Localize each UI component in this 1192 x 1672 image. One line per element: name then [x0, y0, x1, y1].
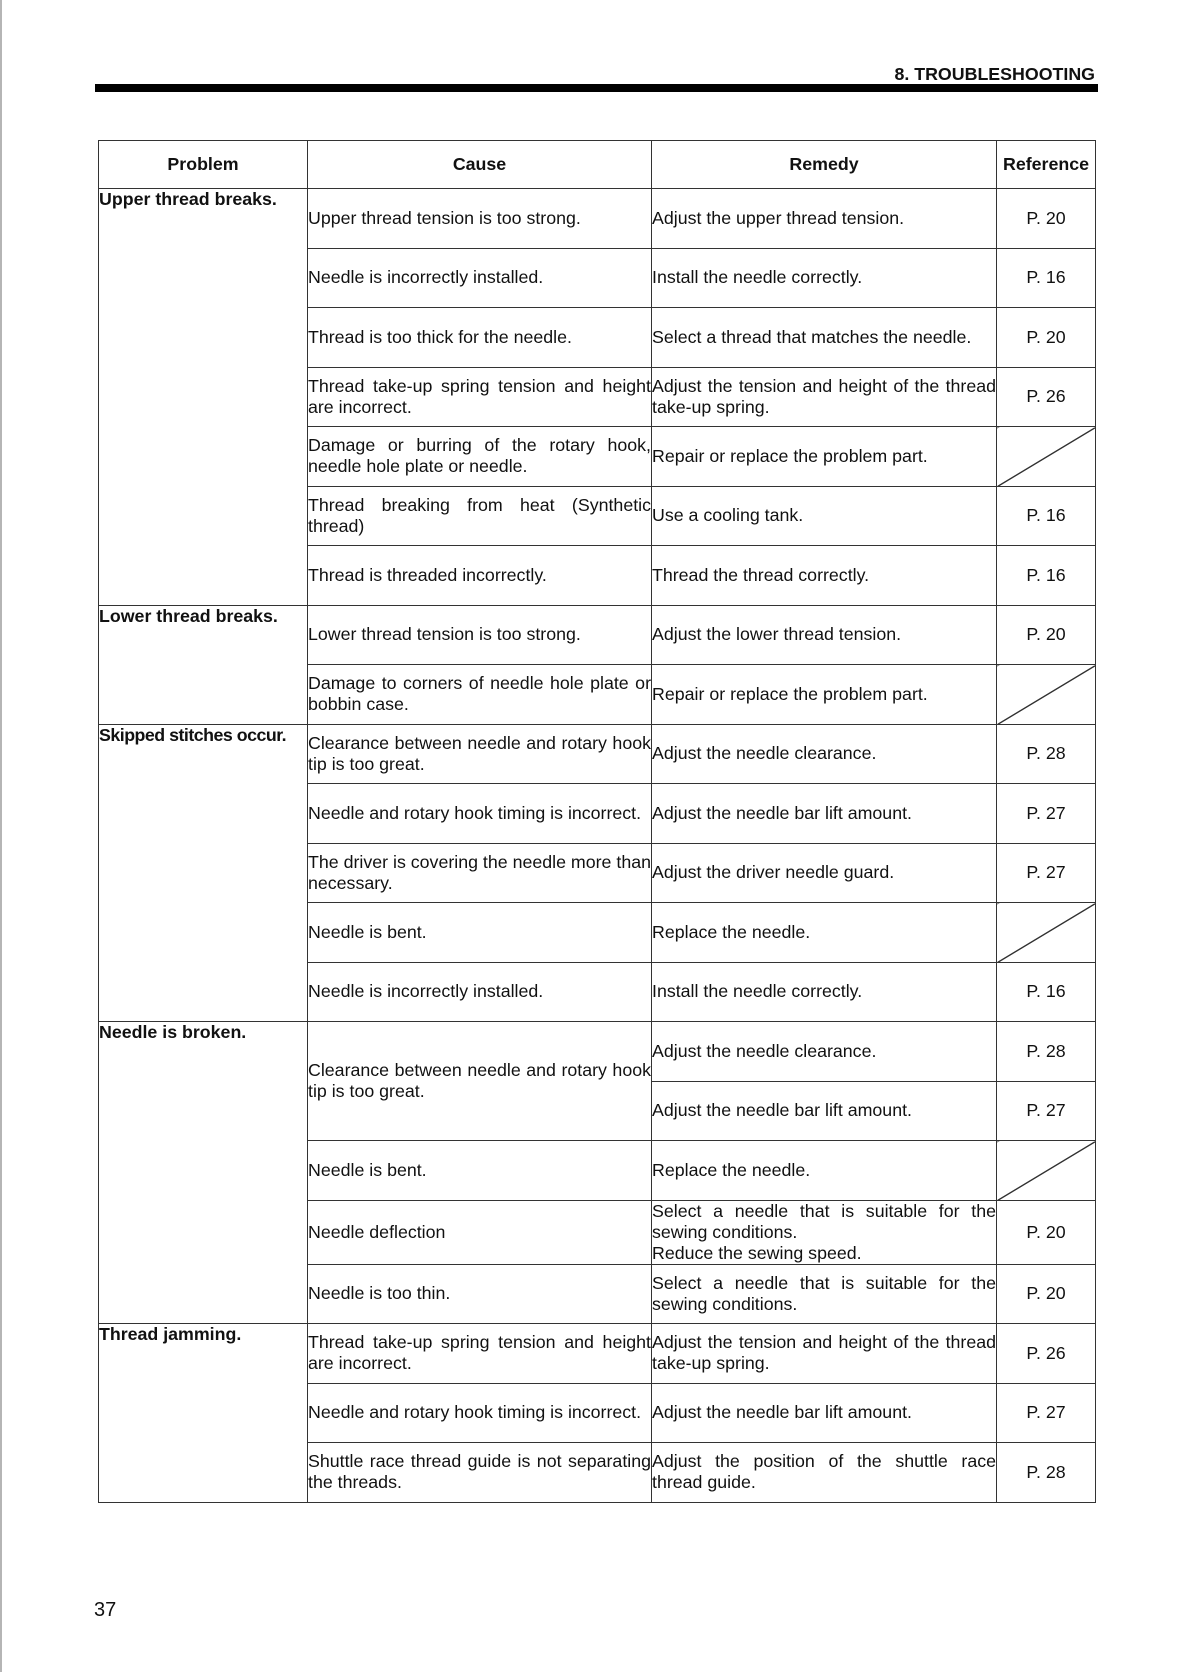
- cause-cell: Clearance between needle and rotary hook tip is too great.: [308, 1022, 652, 1141]
- reference-cell: P. 20: [997, 189, 1096, 249]
- cause-cell: Upper thread tension is too strong.: [308, 189, 652, 249]
- reference-cell: P. 27: [997, 1383, 1096, 1443]
- cause-cell: Needle is too thin.: [308, 1264, 652, 1324]
- table-row: [99, 1324, 1096, 1384]
- remedy-cell: Install the needle correctly.: [652, 962, 997, 1022]
- cause-cell: The driver is covering the needle more than necessary.: [308, 843, 652, 903]
- remedy-cell: Adjust the position of the shuttle race thread guide.: [652, 1443, 997, 1503]
- cause-cell: Needle deflection: [308, 1200, 652, 1264]
- reference-cell: P. 27: [997, 784, 1096, 844]
- reference-cell: P. 16: [997, 486, 1096, 546]
- column-header-reference: Reference: [997, 141, 1096, 189]
- cause-cell: Needle and rotary hook timing is incorrect.: [308, 784, 652, 844]
- header-rule: [95, 84, 1098, 92]
- table-row: [99, 189, 1096, 249]
- reference-none-slash: [997, 427, 1096, 487]
- reference-none-slash: [997, 1141, 1096, 1201]
- remedy-cell: Adjust the tension and height of the thread take-up spring.: [652, 367, 997, 427]
- cause-cell: Clearance between needle and rotary hook tip is too great.: [308, 724, 652, 784]
- problem-cell: Skipped stitches occur.: [99, 724, 308, 1022]
- cause-cell: Thread is threaded incorrectly.: [308, 546, 652, 606]
- remedy-cell: Adjust the driver needle guard.: [652, 843, 997, 903]
- remedy-cell: Thread the thread correctly.: [652, 546, 997, 606]
- cause-cell: Thread take-up spring tension and height are incorrect.: [308, 1324, 652, 1384]
- table-row: [99, 724, 1096, 784]
- cause-cell: Needle is bent.: [308, 903, 652, 963]
- reference-cell: P. 20: [997, 605, 1096, 665]
- reference-cell: P. 27: [997, 1081, 1096, 1141]
- cause-cell: Damage or burring of the rotary hook, needle hole plate or needle.: [308, 427, 652, 487]
- reference-cell: P. 27: [997, 843, 1096, 903]
- remedy-cell: Adjust the needle clearance.: [652, 724, 997, 784]
- cause-cell: Needle is incorrectly installed.: [308, 962, 652, 1022]
- reference-cell: P. 26: [997, 1324, 1096, 1384]
- remedy-cell: Adjust the needle bar lift amount.: [652, 784, 997, 844]
- reference-cell: P. 16: [997, 248, 1096, 308]
- remedy-cell: Adjust the needle bar lift amount.: [652, 1383, 997, 1443]
- section-title: 8. TROUBLESHOOTING: [894, 64, 1095, 84]
- remedy-cell: Adjust the upper thread tension.: [652, 189, 997, 249]
- cause-cell: Needle is bent.: [308, 1141, 652, 1201]
- remedy-cell: Select a needle that is suitable for the sewing conditions.: [652, 1264, 997, 1324]
- reference-none-slash: [997, 665, 1096, 725]
- troubleshooting-table: [98, 140, 1096, 1503]
- reference-cell: P. 20: [997, 308, 1096, 368]
- reference-cell: P. 16: [997, 962, 1096, 1022]
- table-row: [99, 1022, 1096, 1082]
- problem-cell: Upper thread breaks.: [99, 189, 308, 606]
- reference-cell: P. 16: [997, 546, 1096, 606]
- reference-cell: P. 20: [997, 1200, 1096, 1264]
- remedy-cell: Select a thread that matches the needle.: [652, 308, 997, 368]
- reference-cell: P. 28: [997, 724, 1096, 784]
- table-header-row: [99, 141, 1096, 189]
- column-header-problem: Problem: [99, 141, 308, 189]
- reference-cell: P. 26: [997, 367, 1096, 427]
- cause-cell: Thread take-up spring tension and height are incorrect.: [308, 367, 652, 427]
- cause-cell: Needle and rotary hook timing is incorrect.: [308, 1383, 652, 1443]
- problem-cell: Needle is broken.: [99, 1022, 308, 1324]
- cause-cell: Shuttle race thread guide is not separating the threads.: [308, 1443, 652, 1503]
- column-header-remedy: Remedy: [652, 141, 997, 189]
- table-row: [99, 605, 1096, 665]
- column-header-cause: Cause: [308, 141, 652, 189]
- remedy-cell: Use a cooling tank.: [652, 486, 997, 546]
- cause-cell: Thread breaking from heat (Synthetic thread): [308, 486, 652, 546]
- remedy-cell: Adjust the tension and height of the thread take-up spring.: [652, 1324, 997, 1384]
- remedy-cell: Replace the needle.: [652, 1141, 997, 1201]
- remedy-cell: Repair or replace the problem part.: [652, 427, 997, 487]
- remedy-cell: Adjust the needle clearance.: [652, 1022, 997, 1082]
- reference-none-slash: [997, 903, 1096, 963]
- reference-cell: P. 28: [997, 1022, 1096, 1082]
- problem-cell: Thread jamming.: [99, 1324, 308, 1503]
- remedy-cell: Install the needle correctly.: [652, 248, 997, 308]
- cause-cell: Thread is too thick for the needle.: [308, 308, 652, 368]
- cause-cell: Damage to corners of needle hole plate or bobbin case.: [308, 665, 652, 725]
- reference-cell: P. 28: [997, 1443, 1096, 1503]
- problem-cell: Lower thread breaks.: [99, 605, 308, 724]
- page-edge-line: [0, 0, 2, 1672]
- remedy-cell: Adjust the lower thread tension.: [652, 605, 997, 665]
- cause-cell: Lower thread tension is too strong.: [308, 605, 652, 665]
- remedy-note: Reduce the sewing speed.: [652, 1242, 862, 1263]
- remedy-text: Select a needle that is suitable for the sewing conditions.: [652, 1200, 996, 1242]
- page-number: 37: [94, 1599, 117, 1621]
- cause-cell: Needle is incorrectly installed.: [308, 248, 652, 308]
- remedy-cell: Replace the needle.: [652, 903, 997, 963]
- reference-cell: P. 20: [997, 1264, 1096, 1324]
- remedy-cell: Adjust the needle bar lift amount.: [652, 1081, 997, 1141]
- remedy-cell: Repair or replace the problem part.: [652, 665, 997, 725]
- remedy-cell: [652, 1200, 997, 1264]
